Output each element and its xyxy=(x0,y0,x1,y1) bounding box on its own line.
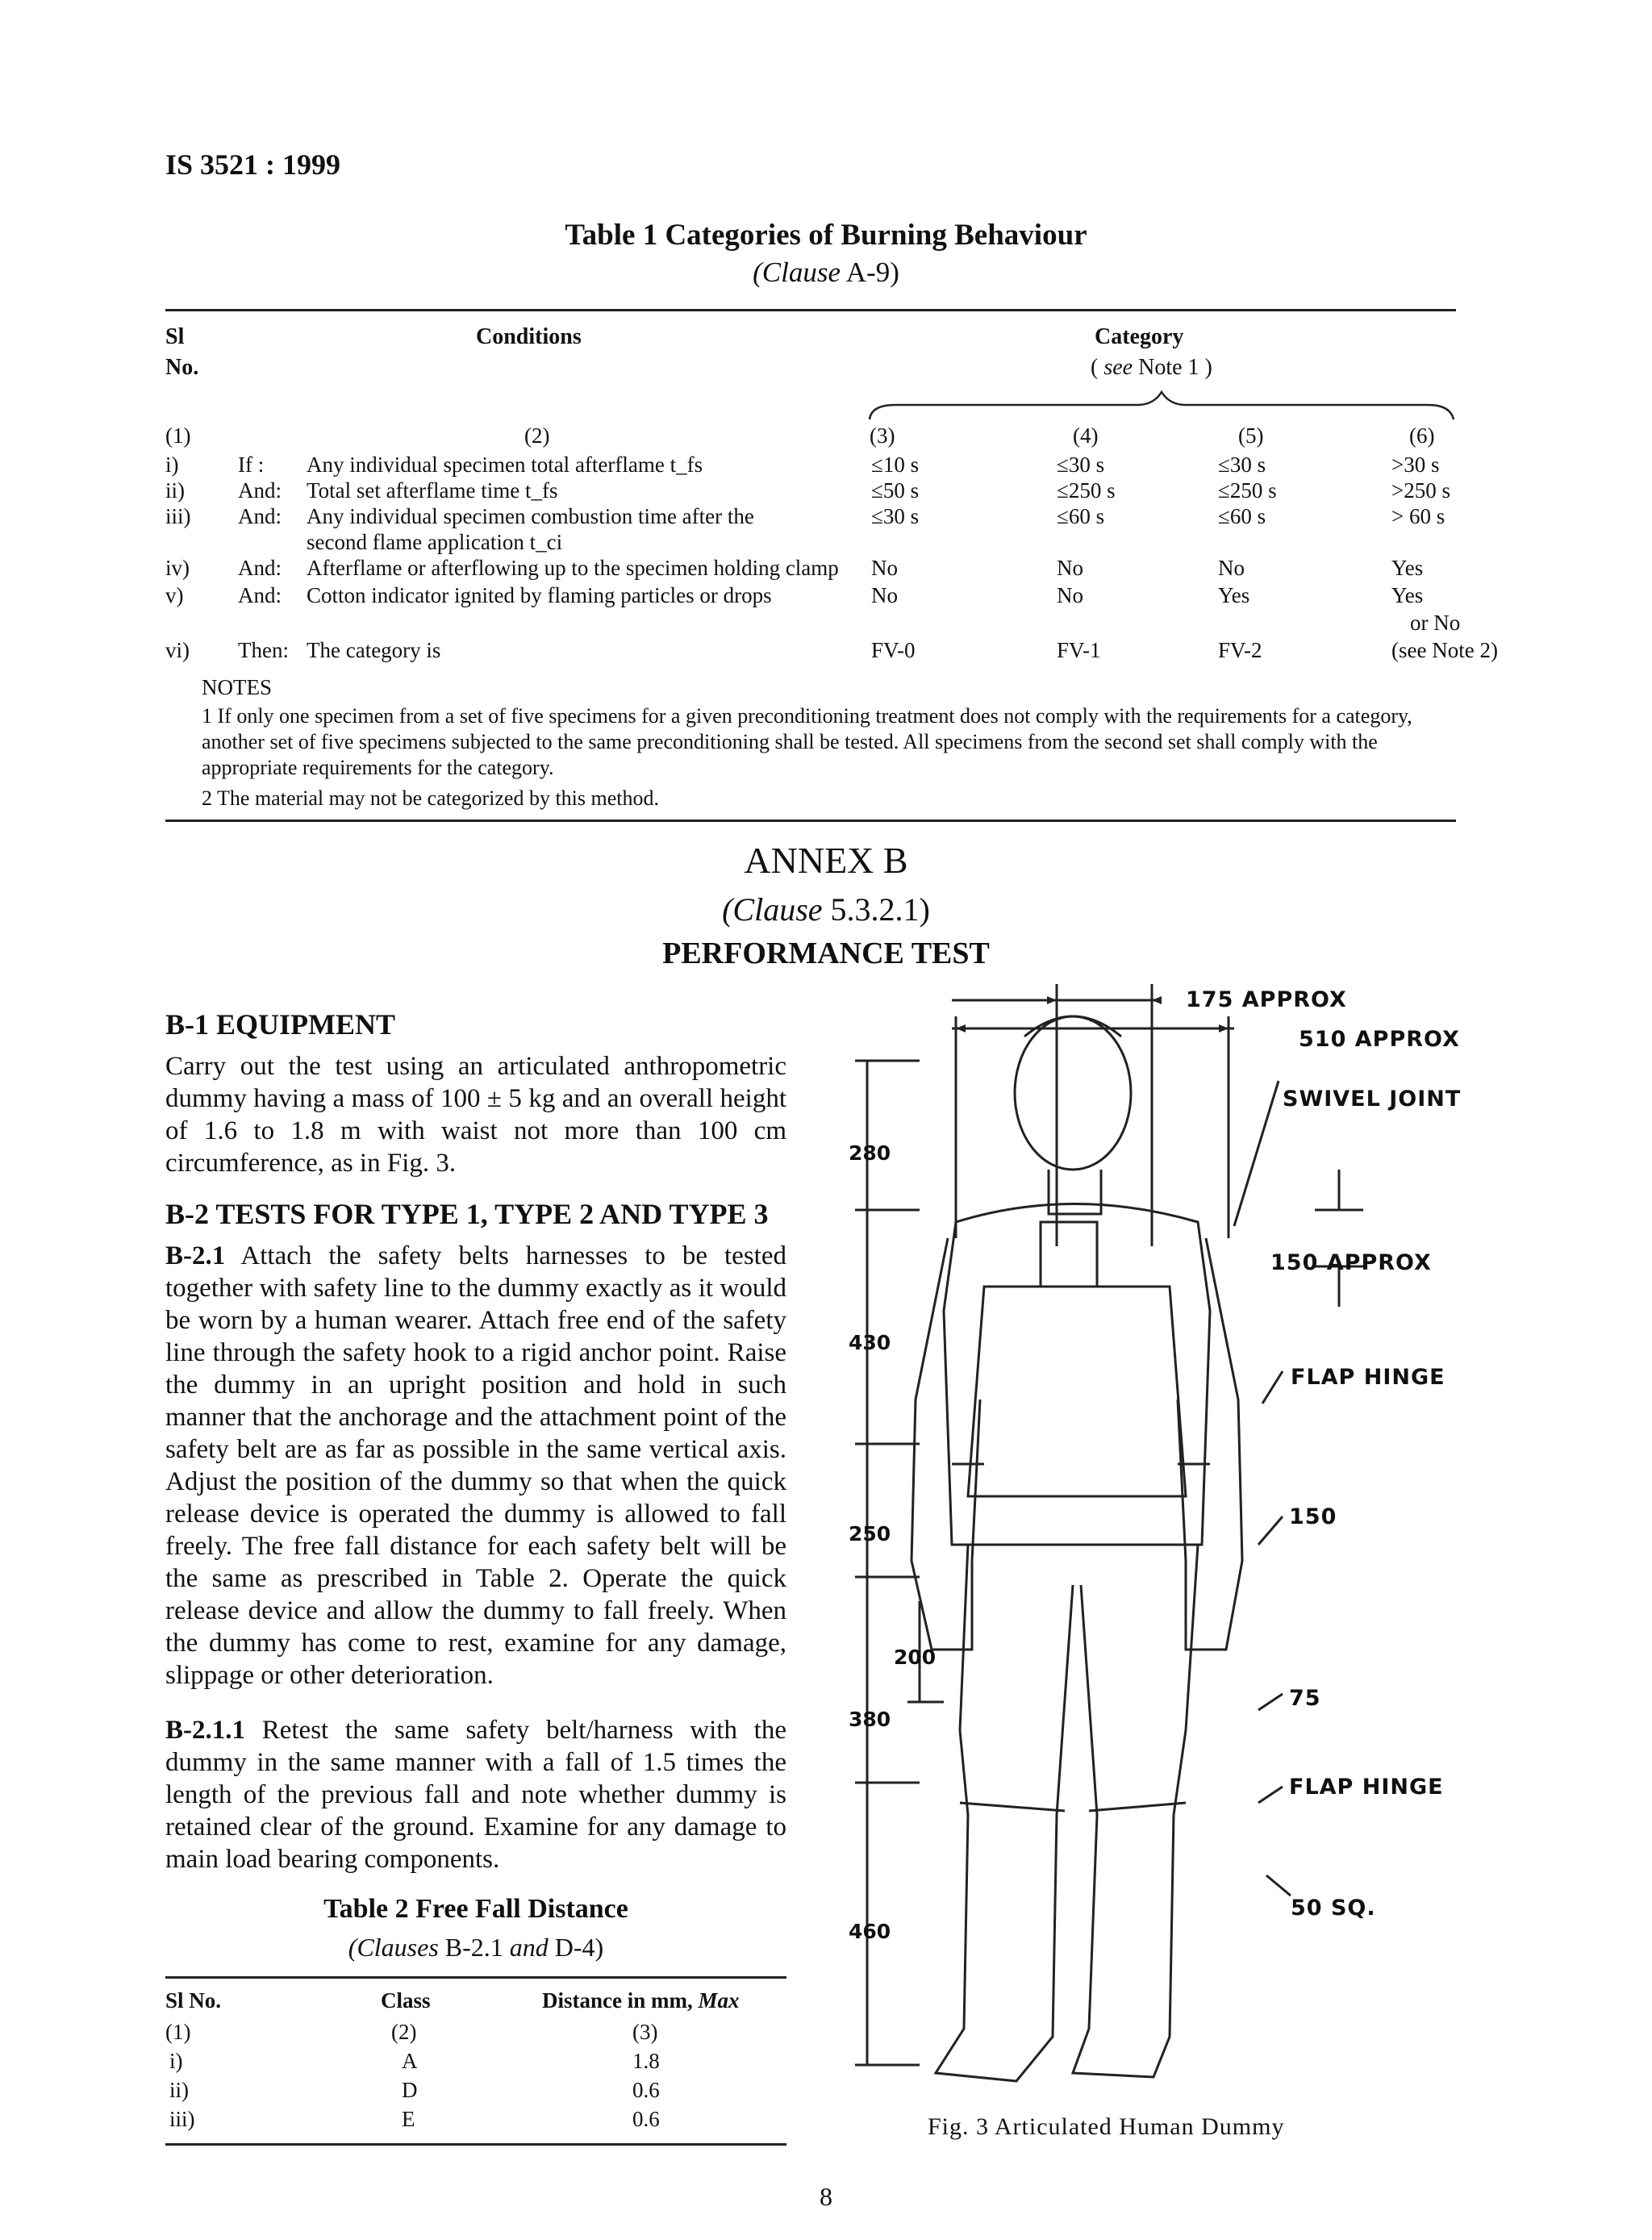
section-b1-text: Carry out the test using an articulated anthropometric dummy having a mass of 100 ± 5 kg and an overall height of 1.6 to 1.8 m with waist not more than 100 cm circumference, as in Fig. 3. xyxy=(165,1052,786,1178)
table2-row-sl: i) xyxy=(169,2049,183,2073)
table2-row-distance: 1.8 xyxy=(632,2049,660,2073)
label-150-approx: 150 APPROX xyxy=(1270,1250,1432,1275)
label-flap-hinge-lower: FLAP HINGE xyxy=(1289,1775,1444,1800)
table1-row-cat6: >250 s xyxy=(1391,478,1450,503)
section-b211: B-2.1.1 Retest the same safety belt/harness with the dummy in the same manner with a fall of 1.5 times the length of the previous fall and note whether dummy is retained clear of the ground. Examine for any damage to main load bearing components. xyxy=(165,1716,786,1874)
table1-title: Table 1 Categories of Burning Behaviour xyxy=(565,219,1087,252)
dim-460: 460 xyxy=(849,1920,891,1943)
table1-row-cat5: ≤30 s xyxy=(1218,453,1266,477)
label-75: 75 xyxy=(1289,1686,1321,1711)
table1-row-cat3: No xyxy=(871,556,898,580)
table1-row-cat5: FV-2 xyxy=(1218,638,1262,662)
table2-bottom-rule xyxy=(165,2143,786,2146)
table1-row-sl: iv) xyxy=(165,556,190,580)
table1-row-cat3: ≤10 s xyxy=(871,453,920,477)
table1-top-rule xyxy=(165,309,1456,311)
table1-row-cat4: ≤60 s xyxy=(1057,504,1105,528)
table1-row-conj: And: xyxy=(238,583,282,607)
col-num-2: (2) xyxy=(524,423,550,448)
table2-top-rule xyxy=(165,1976,786,1979)
table1-header-see-note: ( see Note 1 ) xyxy=(1091,355,1212,380)
table2-header-class: Class xyxy=(381,1988,431,2013)
table1-row-condition: The category is xyxy=(307,638,441,662)
category-brace xyxy=(863,387,1460,428)
annex-subtitle: PERFORMANCE TEST xyxy=(662,936,990,970)
table1-header-sl: Sl xyxy=(165,324,185,349)
table1-bottom-rule xyxy=(165,820,1456,822)
table1-row-cat3: ≤30 s xyxy=(871,504,920,528)
table2-title: Table 2 Free Fall Distance xyxy=(323,1894,628,1924)
col-num-4: (4) xyxy=(1073,423,1099,448)
table2-row-class: A xyxy=(402,2049,418,2073)
note-1: 1 If only one specimen from a set of five specimens for a given preconditioning treatment does not comply with the requirements for a category, another set of five specimens subjected to the same preconditioning shall be tested. All specimens from the second set shall comply with the appropriate requirements for the category. xyxy=(202,704,1412,779)
table2-row-sl: iii) xyxy=(169,2107,195,2131)
table1-row-cat6: Yes xyxy=(1391,556,1424,580)
table1-row-sl: iii) xyxy=(165,504,191,528)
table1-row-cat5: No xyxy=(1218,556,1245,580)
section-b2-heading: B-2 TESTS FOR TYPE 1, TYPE 2 AND TYPE 3 xyxy=(165,1198,769,1230)
annex-clause: (Clause 5.3.2.1) xyxy=(722,891,930,928)
table2-colnum-1: (1) xyxy=(165,2020,191,2044)
table1-header-category: Category xyxy=(1095,324,1184,349)
table1-row-conj: And: xyxy=(238,478,282,503)
dim-430: 430 xyxy=(849,1331,891,1354)
table1-row-cat6: Yes xyxy=(1391,583,1424,607)
table2-row-class: D xyxy=(402,2078,418,2102)
table2-header-distance: Distance in mm, Max xyxy=(542,1988,740,2013)
table1-row-sl: ii) xyxy=(165,478,185,503)
label-150: 150 xyxy=(1289,1504,1337,1529)
table2-header-sl: Sl No. xyxy=(165,1988,222,2013)
table1-row-conj: Then: xyxy=(238,638,289,662)
col-num-3: (3) xyxy=(870,423,895,448)
table2-row-class: E xyxy=(402,2107,415,2131)
table1-row-condition-cont: second flame application t_ci xyxy=(307,530,563,554)
table1-row-cat3: FV-0 xyxy=(871,638,916,662)
table1-row-conj: And: xyxy=(238,556,282,580)
label-175-approx: 175 APPROX xyxy=(1186,987,1347,1012)
annex-title: ANNEX B xyxy=(744,840,908,881)
table1-row-cat3: ≤50 s xyxy=(871,478,920,503)
table1-row-condition: Total set afterflame time t_fs xyxy=(307,478,558,503)
table1-clause: (Clause A-9) xyxy=(753,257,899,288)
table1-row-cat6-cont: or No xyxy=(1410,611,1461,635)
section-b1-heading: B-1 EQUIPMENT xyxy=(165,1008,396,1041)
section-b21: B-2.1 Attach the safety belts harnesses to be tested together with safety line to the dummy exactly as it would be worn by a human wearer. Attach free end of the safety line through the safety hook to a rigid anchor point. Raise the dummy in an upright position and hold in such manner that the anchorage and the attachment point of the safety belt are as far as possible in the same vertical axis. Adjust the position of the dummy so that when the quick release device is operated the dummy is allowed to fall freely. The free fall distance for each safety belt will be the same as prescribed in Table 2. Operate the quick release device and allow the dummy to fall freely. When the dummy has come to rest, examine for any damage, slippage or other deterioration. xyxy=(165,1241,786,1690)
col-num-6: (6) xyxy=(1409,423,1435,448)
table1-row-condition: Afterflame or afterflowing up to the specimen holding clamp xyxy=(307,556,839,580)
table1-header-no: No. xyxy=(165,355,199,380)
standard-header: IS 3521 : 1999 xyxy=(165,148,341,181)
label-swivel-joint: SWIVEL JOINT xyxy=(1283,1087,1462,1112)
table2-row-distance: 0.6 xyxy=(632,2107,660,2131)
table1-row-sl: vi) xyxy=(165,638,190,662)
dim-280: 280 xyxy=(849,1141,891,1165)
table1-row-cat3: No xyxy=(871,583,898,607)
dim-250: 250 xyxy=(849,1522,891,1545)
table1-header-conditions: Conditions xyxy=(476,324,582,349)
label-510-approx: 510 APPROX xyxy=(1299,1027,1460,1052)
table1-row-cat4: No xyxy=(1057,583,1083,607)
table2-colnum-3: (3) xyxy=(632,2020,658,2044)
table2-row-sl: ii) xyxy=(169,2078,189,2102)
col-num-5: (5) xyxy=(1238,423,1264,448)
dim-380: 380 xyxy=(849,1708,891,1731)
table1-row-cat4: ≤250 s xyxy=(1057,478,1116,503)
table1-row-cat5: ≤250 s xyxy=(1218,478,1277,503)
table2-row-distance: 0.6 xyxy=(632,2078,660,2102)
table1-row-cat4: ≤30 s xyxy=(1057,453,1105,477)
label-flap-hinge-upper: FLAP HINGE xyxy=(1291,1365,1446,1390)
table1-row-cat4: FV-1 xyxy=(1057,638,1101,662)
dim-200: 200 xyxy=(894,1646,937,1669)
table1-row-conj: If : xyxy=(238,453,265,477)
table2-colnum-2: (2) xyxy=(391,2020,417,2044)
table1-row-cat6: (see Note 2) xyxy=(1391,638,1498,662)
table1-row-cat6: >30 s xyxy=(1391,453,1440,477)
label-50-sq: 50 SQ. xyxy=(1291,1896,1376,1921)
table1-row-cat6: > 60 s xyxy=(1391,504,1446,528)
table1-row-condition: Any individual specimen combustion time after the xyxy=(307,504,754,528)
articulated-dummy-figure xyxy=(831,980,1637,2117)
table1-row-cat5: Yes xyxy=(1218,583,1250,607)
table1-row-cat4: No xyxy=(1057,556,1083,580)
note-2: 2 The material may not be categorized by this method. xyxy=(202,786,660,810)
table1-row-condition: Cotton indicator ignited by flaming particles or drops xyxy=(307,583,772,607)
table1-row-condition: Any individual specimen total afterflame t_fs xyxy=(307,453,703,477)
page-number: 8 xyxy=(820,2182,832,2211)
figure-caption: Fig. 3 Articulated Human Dummy xyxy=(928,2113,1285,2140)
table1-row-sl: i) xyxy=(165,453,179,477)
table1-row-cat5: ≤60 s xyxy=(1218,504,1266,528)
notes-heading: NOTES xyxy=(202,675,272,699)
table1-row-conj: And: xyxy=(238,504,282,528)
col-num-1: (1) xyxy=(165,423,191,448)
table2-clause: (Clauses B-2.1 and D-4) xyxy=(348,1933,604,1962)
table1-row-sl: v) xyxy=(165,583,184,607)
